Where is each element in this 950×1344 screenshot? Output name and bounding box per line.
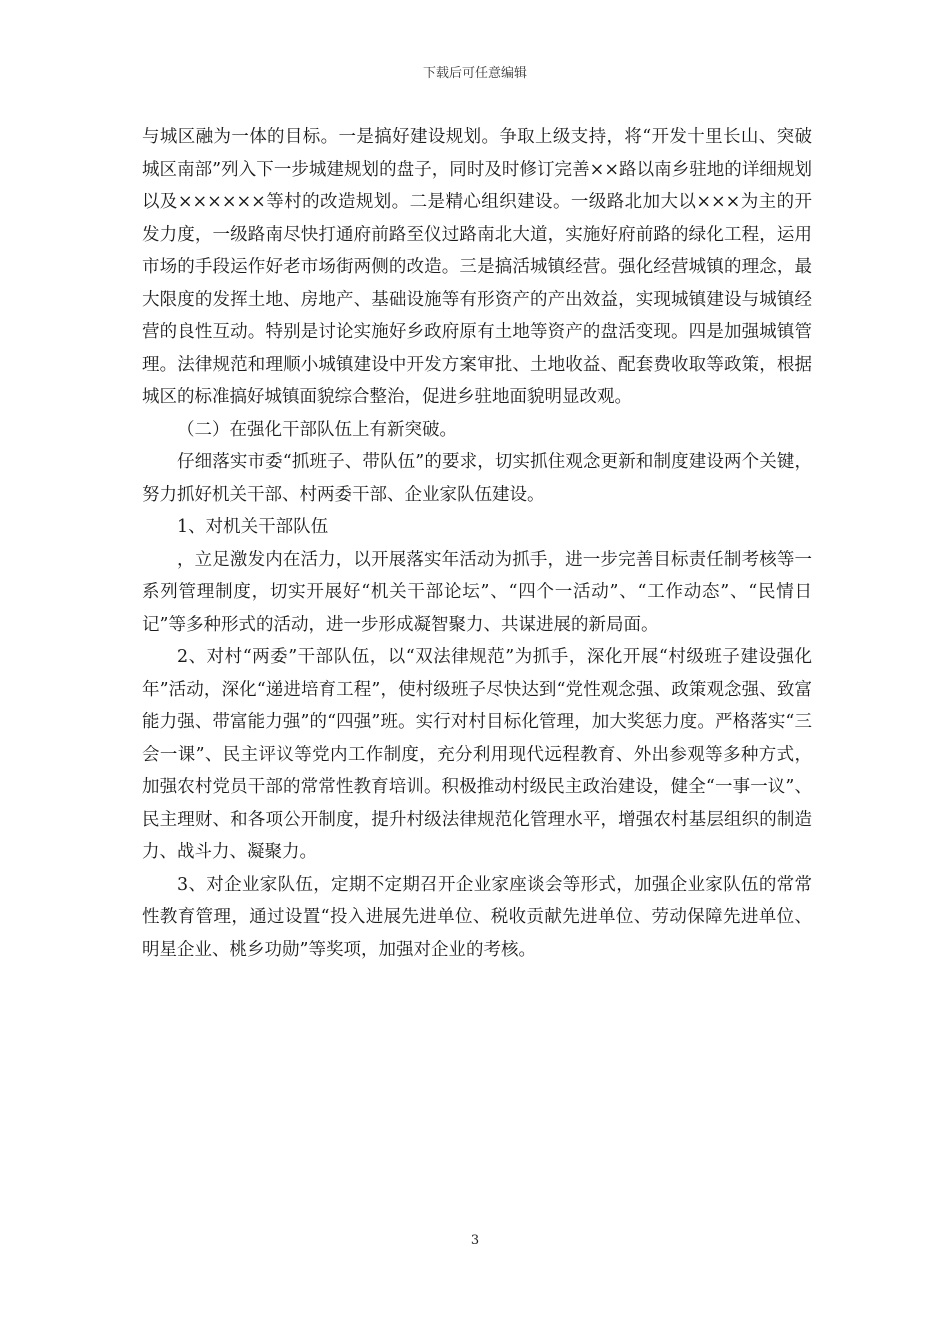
- paragraph-entrepreneurs: 3、对企业家队伍，定期不定期召开企业家座谈会等形式，加强企业家队伍的常常性教育管理，通过设置“投入进展先进单位、税收贡献先进单位、劳动保障先进单位、明星企业、桃乡功勋”等奖项，加强对企业的考核。: [142, 874, 812, 960]
- paragraph-organ-cadres: ，立足激发内在活力，以开展落实年活动为抓手，进一步完善目标责任制考核等一系列管理制度，切实开展好“机关干部论坛”、“四个一活动”、“工作动态”、“民情日记”等多种形式的活动，进一步形成凝智聚力、共谋进展的新局面。: [142, 549, 812, 635]
- paragraph-cadre-intro: 仔细落实市委“抓班子、带队伍”的要求，切实抓住观念更新和制度建设两个关键，努力抓好机关干部、村两委干部、企业家队伍建设。: [142, 452, 812, 505]
- paragraph-village-committees: 2、对村“两委”干部队伍，以“双法律规范”为抓手，深化开展“村级班子建设强化年”活动，深化“递进培育工程”，使村级班子尽快达到“党性观念强、政策观念强、致富能力强、带富能力强”的“四强”班。实行对村目标化管理，加大奖惩力度。严格落实“三会一课”、民主评议等党内工作制度，充分利用现代远程教育、外出参观等多种方式，加强农村党员干部的常常性教育培训。积极推动村级民主政治建设，健全“一事一议”、民主理财、和各项公开制度，提升村级法律规范化管理水平，增强农村基层组织的制造力、战斗力、凝聚力。: [142, 647, 812, 862]
- item-heading-organ-cadres: 1、对机关干部队伍: [177, 517, 329, 537]
- page-header: 下载后可任意编辑: [422, 66, 527, 81]
- document-body: [142, 121, 812, 966]
- section-heading-cadre: （二）在强化干部队伍上有新突破。: [177, 419, 457, 440]
- paragraph-urban-planning: 与城区融为一体的目标。一是搞好建设规划。争取上级支持，将“开发十里长山、突破城区南部”列入下一步城建规划的盘子，同时及时修订完善××路以南乡驻地的详细规划以及××××××等村的改造规划。二是精心组织建设。一级路北加大以×××为主的开发力度，一级路南尽快打通府前路至仪过路南北大道，实施好府前路的绿化工程，运用市场的手段运作好老市场街两侧的改造。三是搞活城镇经营。强化经营城镇的理念，最大限度的发挥土地、房地产、基础设施等有形资产的产出效益，实现城镇建设与城镇经营的良性互动。特别是讨论实施好乡政府原有土地等资产的盘活变现。四是加强城镇管理。法律规范和理顺小城镇建设中开发方案审批、土地收益、配套费收取等政策，根据城区的标准搞好城镇面貌综合整治，促进乡驻地面貌明显改观。: [142, 127, 812, 407]
- page-number: 3: [470, 1233, 480, 1248]
